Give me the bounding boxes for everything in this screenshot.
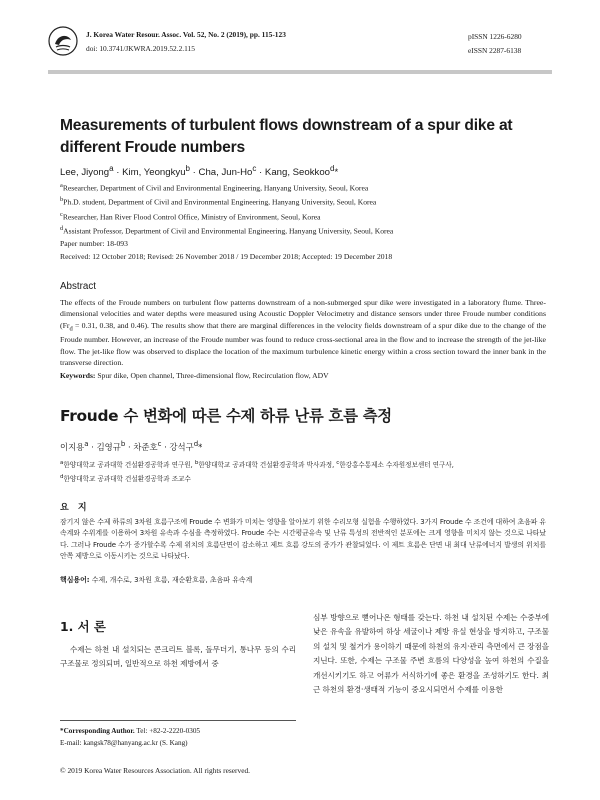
paper-number: Paper number: 18-093 (60, 239, 128, 248)
header-divider (48, 70, 552, 74)
korean-affiliations (60, 457, 546, 485)
paper-metadata (60, 237, 392, 263)
author-name: Cha, Jun-Ho (198, 167, 253, 179)
author-name: Kim, Yeongkyu (122, 167, 186, 179)
paper-dates: Received: 12 October 2018; Revised: 26 November 2018 / 19 December 2018; Accepted: 19 December 2018 (60, 252, 393, 261)
affiliations (60, 180, 550, 237)
abstract-heading: Abstract (60, 281, 96, 292)
korean-abstract-text: 잠기지 않은 수제 하류의 3차원 흐름구조에 Froude 수 변화가 미치는 영향을 알아보기 위한 수리모형 실험을 수행하였다. 3가지 Froude 수 조건에 대하여 초음파 유속계와 수위계를 이용하여 3차원 유속과 수심을 측정하였다. Froude 수는 시간평균유속 및 난류 특성의 전반적인 분포에는 크게 영향을 미치지 않는 것으로 나타났다. 그러나 Froude 수가 증가할수록 수제 위치의 흐름단면이 감소하고 제트 흐름 강도의 증가가 관찰되었다. 이 제트 흐름은 단면 내 최대 난류에너지 발생의 위치를 안쪽 제방으로 이동시키는 것으로 나타났다. (60, 518, 546, 560)
korean-abstract-heading: 요 지 (60, 503, 90, 513)
footnote-divider (60, 720, 296, 721)
journal-header (48, 22, 552, 84)
korean-author-list: 이지용$^a$ · 김영규$^b$ · 차준호$^c$ · 강석구$^d$* (60, 440, 203, 452)
journal-logo-icon (48, 26, 78, 56)
korean-affiliation-line: $^a$한양대학교 공과대학 건설환경공학과 연구원, $^b$한양대학교 공과대학 건설환경공학과 박사과정, $^c$한강홍수통제소 수자원정보센터 연구사, (60, 460, 454, 470)
section-heading-introduction: 1. 서 론 (60, 619, 106, 634)
eissn: eISSN 2287-6138 (468, 46, 522, 55)
affiliation-line: $^d$Assistant Professor, Department of Civil and Environmental Engineering, Hanyang University, Seoul, Korea (60, 224, 394, 236)
affiliation-line: $^c$Researcher, Han River Flood Control Office, Ministry of Environment, Seoul, Korea (60, 210, 321, 222)
korean-keywords: 핵심용어: 수제, 개수로, 3차원 흐름, 재순환흐름, 초음파 유속계 (60, 576, 253, 584)
author-list: Lee, Jiyong$^a$ · Kim, Yeongkyu$^b$ · Cha, Jun-$Ho^c$ · Kang, Seokkoo$^d$* (60, 164, 339, 179)
korean-affiliation-line: $^d$한양대학교 공과대학 건설환경공학과 조교수 (60, 474, 191, 484)
author-name: Kang, Seokkoo (264, 167, 330, 179)
author-name: Lee, Jiyong (60, 167, 110, 179)
journal-citation: J. Korea Water Resour. Assoc. Vol. 52, No. 2 (2019), pp. 115-123 (86, 30, 286, 39)
keywords: Keywords: Spur dike, Open channel, Three-dimensional flow, Recirculation flow, ADV (60, 371, 329, 380)
introduction-right-column: 심부 방향으로 뻗어나온 형태를 갖는다. 하천 내 설치된 수제는 수중부에 낮은 유속을 유발하여 하상 세굴이나 제방 유실 현상을 방지하고, 구조물의 설치 및 철거가 용이하기 때문에 하천의 유지·관리 측면에서 큰 장점을 지닌다. 또한, 수제는 구조물 주변 흐름의 다양성을 높여 하천의 수질을 개선시키기도 하고 어류가 서식하기에 좋은 환경을 조성하기도 한다. 최근 하천의 환경·생태적 기능이 중요시되면서 수제를 이용한 (313, 613, 549, 695)
issn-block (468, 30, 552, 58)
doi: doi: 10.3741/JKWRA.2019.52.2.115 (86, 44, 195, 53)
affiliation-line: $^b$Ph.D. student, Department of Civil and Environmental Engineering, Hanyang University, Seoul, Korea (60, 196, 377, 207)
affiliation-line: $^a$Researcher, Department of Civil and Environmental Engineering, Hanyang University, Seoul, Korea (60, 182, 369, 193)
introduction-left-column: 수제는 하천 내 설치되는 콘크리트 블록, 돌무더기, 통나무 등의 수리구조물로 정의되며, 일반적으로 하천 제방에서 중 (60, 645, 296, 669)
corresponding-author-footnote: *Corresponding Author. Tel: +82-2-2220-0305 E-mail: kangsk78@hanyang.ac.kr (S. Kang) (60, 726, 296, 749)
pissn: pISSN 1226-6280 (468, 32, 522, 41)
copyright-notice: © 2019 Korea Water Resources Association. All rights reserved. (60, 766, 251, 775)
korean-title: Froude 수 변화에 따른 수제 하류 난류 흐름 측정 (60, 407, 392, 425)
paper-title: Measurements of turbulent flows downstream of a spur dike at different Froude numbers (60, 117, 513, 156)
corresponding-email: E-mail: kangsk78@hanyang.ac.kr (S. Kang) (60, 738, 188, 747)
abstract-text: The effects of the Froude numbers on turbulent flow patterns downstream of a non-submerged spur dike were investigated in a laboratory flume. Three-dimensional velocities and water depths were measured using Acoustic Doppler Velocimetry and distance sensors under three Froude number conditions ($Fr_d = 0.31$, 0.38, and 0.46). The results show that there are marginal differences in the velocity fields downstream of a spur dike due to the change of the Froude number. However, an increase of the Froude number was found to reduce cross-sectional area in the flow and to increase the strength of the jet-like flow. The jet-like flow was observed to displace the location of the maximum turbulence kinetic energy within a cross section toward the inner bank in the transverse direction. (60, 298, 546, 368)
